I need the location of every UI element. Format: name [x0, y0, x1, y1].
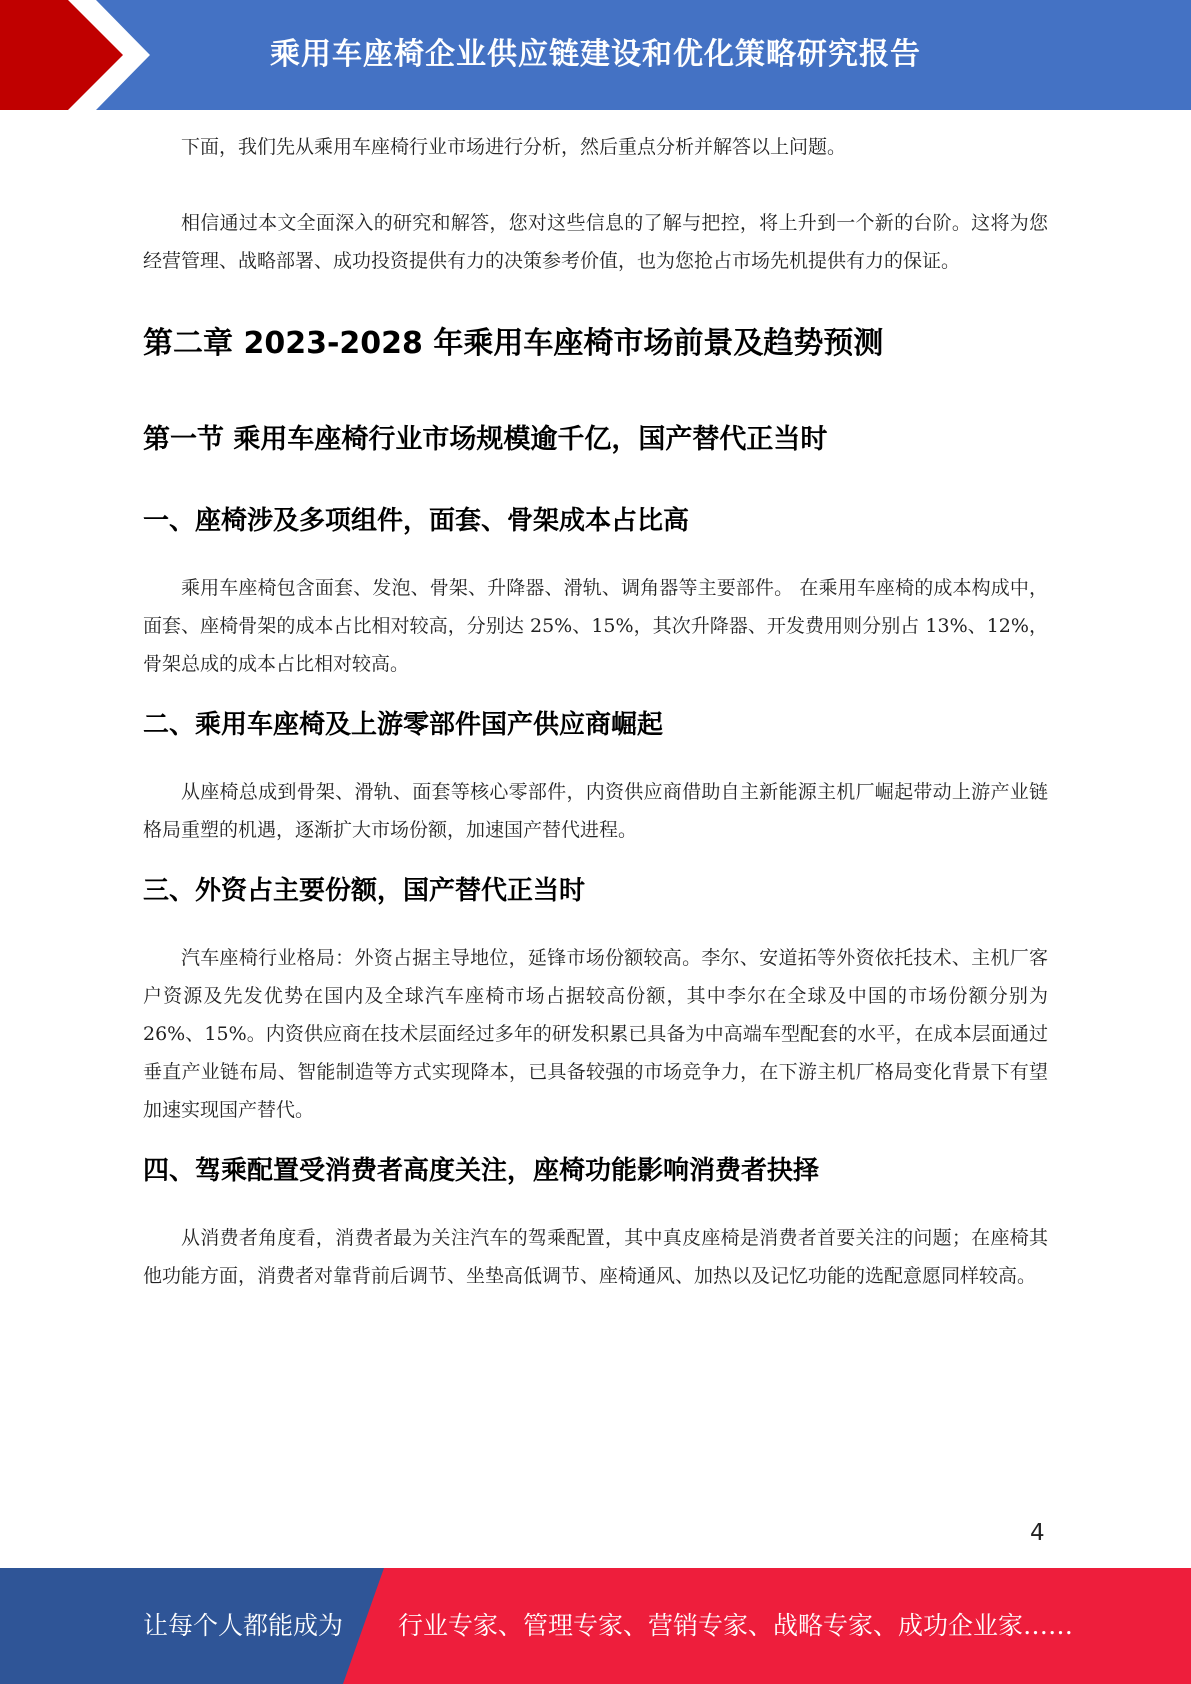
page-content [143, 128, 1048, 1295]
footer-slogan-left: 让每个人都能成为 [143, 1611, 344, 1640]
section-heading: 第一节 乘用车座椅行业市场规模逾千亿，国产替代正当时 [143, 424, 828, 455]
intro-paragraph: 相信通过本文全面深入的研究和解答，您对这些信息的了解与把控，将上升到一个新的台阶。这将为您经营管理、战略部署、成功投资提供有力的决策参考价值，也为您抢占市场先机提供有力的保证。 [143, 212, 1048, 272]
subsection-heading: 二、乘用车座椅及上游零部件国产供应商崛起 [143, 710, 664, 740]
subsection-body: 从座椅总成到骨架、滑轨、面套等核心零部件，内资供应商借助自主新能源主机厂崛起带动上游产业链格局重塑的机遇，逐渐扩大市场份额，加速国产替代进程。 [143, 781, 1048, 841]
intro-paragraph: 下面，我们先从乘用车座椅行业市场进行分析，然后重点分析并解答以上问题。 [181, 136, 847, 158]
subsection-body: 乘用车座椅包含面套、发泡、骨架、升降器、滑轨、调角器等主要部件。 在乘用车座椅的成本构成中，面套、座椅骨架的成本占比相对较高，分别达 25%、15%，其次升降器、开发费用则分别占 13%、12%，骨架总成的成本占比相对较高。 [143, 577, 1048, 675]
subsection-heading: 一、座椅涉及多项组件，面套、骨架成本占比高 [143, 506, 690, 536]
header-banner [0, 0, 1191, 110]
subsection-body: 汽车座椅行业格局：外资占据主导地位，延锋市场份额较高。李尔、安道拓等外资依托技术、主机厂客户资源及先发优势在国内及全球汽车座椅市场占据较高份额，其中李尔在全球及中国的市场份额分别为 26%、15%。内资供应商在技术层面经过多年的研发积累已具备为中高端车型配套的水平，在成本层面通过垂直产业链布局、智能制造等方式实现降本，已具备较强的市场竞争力，在下游主机厂格局变化背景下有望加速实现国产替代。 [143, 947, 1048, 1121]
subsection-heading: 四、驾乘配置受消费者高度关注，座椅功能影响消费者抉择 [143, 1156, 820, 1186]
footer-slogan-right: 行业专家、管理专家、营销专家、战略专家、成功企业家…… [398, 1611, 1074, 1640]
page-number: 4 [1030, 1520, 1045, 1546]
footer-banner [0, 1568, 1191, 1684]
subsection-body: 从消费者角度看，消费者最为关注汽车的驾乘配置，其中真皮座椅是消费者首要关注的问题；在座椅其他功能方面，消费者对靠背前后调节、坐垫高低调节、座椅通风、加热以及记忆功能的选配意愿同样较高。 [143, 1227, 1048, 1287]
chapter-heading: 第二章 2023-2028 年乘用车座椅市场前景及趋势预测 [143, 326, 884, 361]
subsection-heading: 三、外资占主要份额，国产替代正当时 [143, 876, 586, 906]
report-title: 乘用车座椅企业供应链建设和优化策略研究报告 [270, 37, 921, 72]
